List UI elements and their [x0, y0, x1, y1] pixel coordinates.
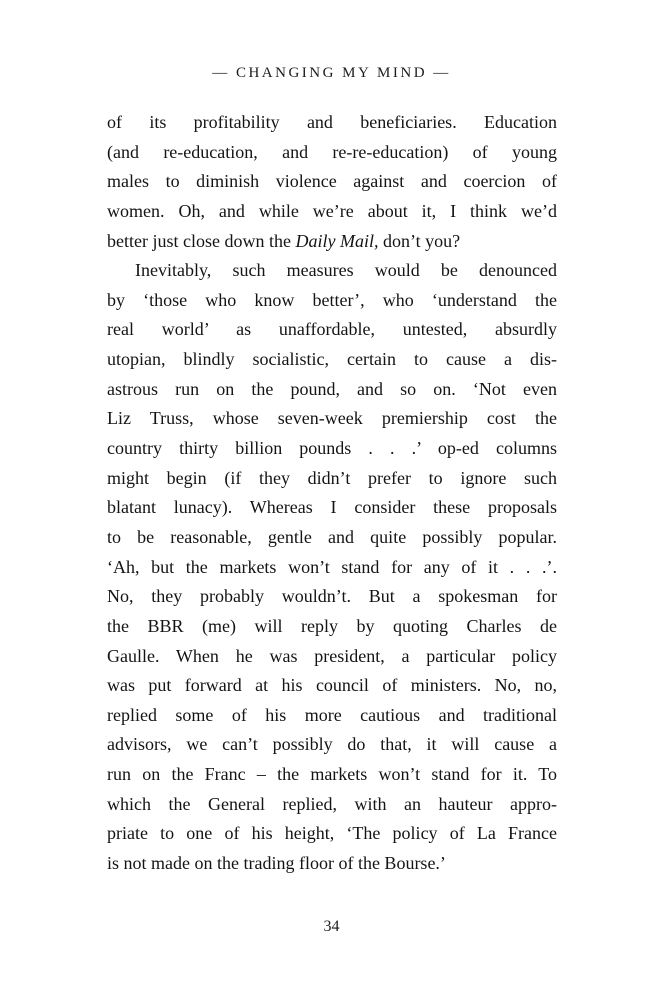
text-line: advisors, we can’t possibly do that, it will cause a — [107, 734, 557, 755]
plain-text: better just close down the — [107, 230, 296, 251]
text-line: (and re-education, and re-re-education) of young — [107, 141, 557, 162]
text-line: was put forward at his council of ministers. No, no, — [107, 675, 557, 696]
text-line: the BBR (me) will reply by quoting Charles de — [107, 615, 557, 636]
text-line: ‘Ah, but the markets won’t stand for any of it . . .’. — [107, 556, 557, 577]
text-line: priate to one of his height, ‘The policy of La France — [107, 823, 557, 844]
plain-text: don’t you? — [378, 230, 461, 251]
text-line: is not made on the trading floor of the Bourse.’ — [107, 853, 446, 874]
text-line: utopian, blindly socialistic, certain to cause a dis- — [107, 349, 557, 370]
text-line: of its profitability and beneficiaries. Education — [107, 112, 557, 132]
italic-text: Daily Mail, — [295, 230, 379, 251]
body-text — [107, 108, 557, 879]
text-line: run on the Franc – the markets won’t stand for it. To — [107, 764, 557, 785]
text-line: replied some of his more cautious and traditional — [107, 704, 557, 725]
text-line: No, they probably wouldn’t. But a spokesman for — [107, 586, 557, 607]
text-line: might begin (if they didn’t prefer to ignore such — [107, 467, 557, 488]
text-line: which the General replied, with an hauteur appro- — [107, 793, 557, 814]
text-line: women. Oh, and while we’re about it, I think we’d — [107, 200, 557, 221]
running-header: — CHANGING MY MIND — — [212, 65, 451, 81]
text-line: Inevitably, such measures would be denounced — [135, 260, 557, 281]
text-line: real world’ as unaffordable, untested, absurdly — [107, 319, 557, 340]
page-number: 34 — [323, 918, 340, 935]
text-line: males to diminish violence against and coercion of — [107, 171, 557, 192]
text-line: country thirty billion pounds . . .’ op-ed columns — [107, 438, 557, 459]
text-line: blatant lunacy). Whereas I consider these proposals — [107, 497, 557, 518]
text-line: by ‘those who know better’, who ‘understand the — [107, 289, 557, 310]
paragraph — [107, 108, 557, 256]
text-line: astrous run on the pound, and so on. ‘Not even — [107, 378, 557, 399]
text-line: Liz Truss, whose seven-week premiership cost the — [107, 408, 557, 429]
text-line: Gaulle. When he was president, a particular policy — [107, 645, 557, 666]
text-line — [107, 227, 557, 257]
paragraph — [107, 256, 557, 878]
text-line: to be reasonable, gentle and quite possibly popular. — [107, 526, 557, 547]
